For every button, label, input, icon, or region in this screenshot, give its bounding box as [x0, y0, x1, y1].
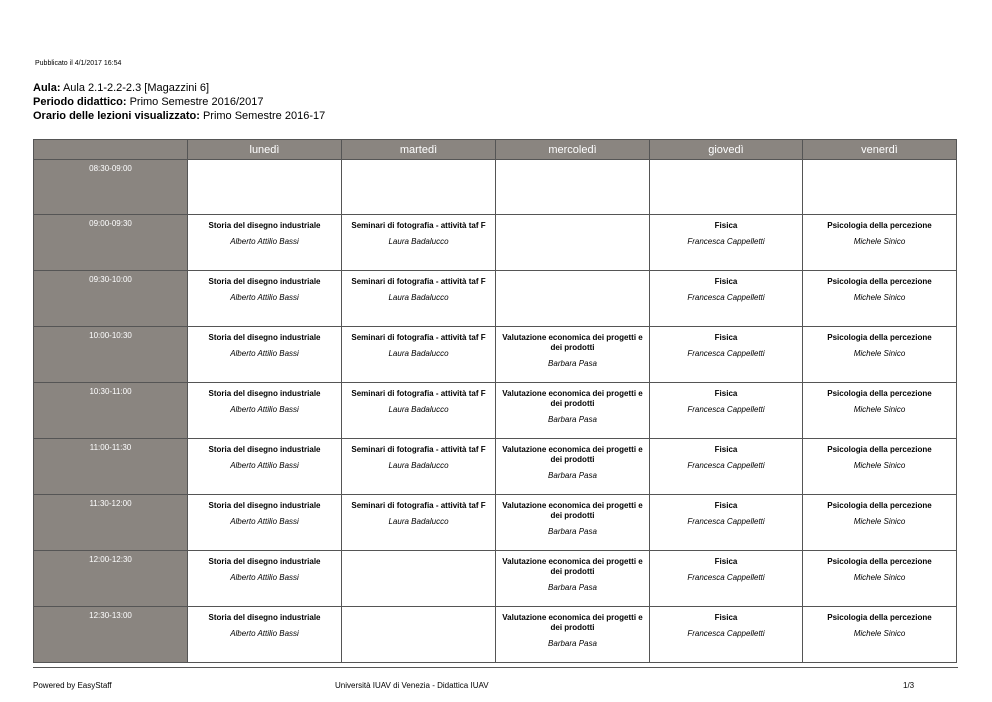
- teacher-name: Barbara Pasa: [548, 359, 597, 368]
- lesson-cell: [188, 327, 342, 383]
- timetable-row: [34, 160, 957, 215]
- empty-cell: [188, 160, 342, 215]
- course-title: Storia del disegno industriale: [208, 277, 321, 286]
- course-title: Psicologia della percezione: [827, 389, 932, 398]
- lesson-cell: [803, 215, 957, 271]
- course-title: Seminari di fotografia - attività taf F: [351, 445, 486, 454]
- course-title: Fisica: [714, 501, 738, 510]
- lesson-cell: [342, 495, 496, 551]
- teacher-name: Michele Sinico: [853, 517, 906, 526]
- course-title: Seminari di fotografia - attività taf F: [351, 333, 486, 342]
- teacher-name: Barbara Pasa: [548, 583, 597, 592]
- schedule-meta: [33, 81, 325, 123]
- teacher-name: Francesca Cappelletti: [687, 293, 765, 302]
- lesson-cell: [188, 383, 342, 439]
- timetable-row: [34, 327, 957, 383]
- time-slot: 11:30-12:00: [34, 495, 188, 551]
- course-title: Storia del disegno industriale: [208, 221, 321, 230]
- teacher-name: Laura Badalucco: [388, 349, 449, 358]
- teacher-name: Francesca Cappelletti: [687, 461, 765, 470]
- time-column-header: [34, 140, 188, 160]
- course-title: Valutazione economica dei progetti e dei prodotti: [502, 445, 643, 464]
- teacher-name: Laura Badalucco: [388, 237, 449, 246]
- teacher-name: Michele Sinico: [853, 349, 906, 358]
- day-header: giovedì: [650, 140, 803, 160]
- lesson-cell: [342, 271, 496, 327]
- time-slot: 12:00-12:30: [34, 551, 188, 607]
- teacher-name: Laura Badalucco: [388, 517, 449, 526]
- teacher-name: Alberto Attilio Bassi: [230, 349, 299, 358]
- empty-cell: [803, 160, 957, 215]
- empty-cell: [496, 160, 650, 215]
- day-header: martedì: [342, 140, 496, 160]
- lesson-cell: [188, 495, 342, 551]
- lesson-cell: [342, 215, 496, 271]
- teacher-name: Barbara Pasa: [548, 527, 597, 536]
- course-title: Fisica: [714, 613, 738, 622]
- course-title: Storia del disegno industriale: [208, 557, 321, 566]
- course-title: Fisica: [714, 333, 738, 342]
- lesson-cell: [803, 383, 957, 439]
- lesson-cell: [803, 607, 957, 663]
- timetable-header-row: [34, 140, 957, 160]
- teacher-name: Laura Badalucco: [388, 405, 449, 414]
- lesson-cell: [650, 215, 803, 271]
- footer-institution: Università IUAV di Venezia - Didattica IUAV: [335, 681, 489, 690]
- teacher-name: Barbara Pasa: [548, 639, 597, 648]
- timetable-row: [34, 271, 957, 327]
- periodo-value: Primo Semestre 2016/2017: [129, 96, 264, 108]
- course-title: Fisica: [714, 389, 738, 398]
- course-title: Psicologia della percezione: [827, 557, 932, 566]
- orario-line: [33, 109, 325, 123]
- lesson-cell: [188, 551, 342, 607]
- aula-value: Aula 2.1-2.2-2.3 [Magazzini 6]: [62, 82, 210, 94]
- lesson-cell: [650, 495, 803, 551]
- empty-cell: [342, 551, 496, 607]
- teacher-name: Francesca Cappelletti: [687, 349, 765, 358]
- course-title: Storia del disegno industriale: [208, 613, 321, 622]
- timetable-row: [34, 383, 957, 439]
- teacher-name: Alberto Attilio Bassi: [230, 293, 299, 302]
- lesson-cell: [342, 439, 496, 495]
- empty-cell: [342, 607, 496, 663]
- teacher-name: Francesca Cappelletti: [687, 405, 765, 414]
- course-title: Fisica: [714, 221, 738, 230]
- footer-page-number: 1/3: [903, 681, 915, 690]
- lesson-cell: [650, 327, 803, 383]
- lesson-cell: [496, 495, 650, 551]
- empty-cell: [496, 271, 650, 327]
- teacher-name: Barbara Pasa: [548, 415, 597, 424]
- lesson-cell: [496, 551, 650, 607]
- teacher-name: Alberto Attilio Bassi: [230, 629, 299, 638]
- lesson-cell: [188, 439, 342, 495]
- aula-label: Aula:: [33, 82, 61, 94]
- orario-value: Primo Semestre 2016-17: [202, 110, 326, 122]
- time-slot: 08:30-09:00: [34, 160, 188, 215]
- timetable-row: [34, 439, 957, 495]
- lesson-cell: [496, 327, 650, 383]
- time-slot: 11:00-11:30: [34, 439, 188, 495]
- lesson-cell: [650, 383, 803, 439]
- course-title: Storia del disegno industriale: [208, 501, 321, 510]
- day-header: mercoledì: [496, 140, 650, 160]
- course-title: Valutazione economica dei progetti e dei prodotti: [502, 501, 643, 520]
- course-title: Valutazione economica dei progetti e dei prodotti: [502, 557, 643, 576]
- lesson-cell: [650, 271, 803, 327]
- course-title: Psicologia della percezione: [827, 221, 932, 230]
- teacher-name: Alberto Attilio Bassi: [230, 405, 299, 414]
- course-title: Fisica: [714, 277, 738, 286]
- lesson-cell: [342, 327, 496, 383]
- course-title: Psicologia della percezione: [827, 277, 932, 286]
- lesson-cell: [496, 383, 650, 439]
- lesson-cell: [650, 607, 803, 663]
- footer-powered-by: Powered by EasyStaff: [33, 681, 112, 690]
- empty-cell: [342, 160, 496, 215]
- course-title: Seminari di fotografia - attività taf F: [351, 501, 486, 510]
- course-title: Valutazione economica dei progetti e dei prodotti: [502, 613, 643, 632]
- course-title: Psicologia della percezione: [827, 445, 932, 454]
- course-title: Valutazione economica dei progetti e dei prodotti: [502, 333, 643, 352]
- teacher-name: Francesca Cappelletti: [687, 517, 765, 526]
- timetable-row: [34, 607, 957, 663]
- periodo-line: [33, 95, 325, 109]
- course-title: Storia del disegno industriale: [208, 333, 321, 342]
- lesson-cell: [803, 439, 957, 495]
- course-title: Psicologia della percezione: [827, 501, 932, 510]
- timetable-row: [34, 551, 957, 607]
- teacher-name: Alberto Attilio Bassi: [230, 461, 299, 470]
- teacher-name: Michele Sinico: [853, 237, 906, 246]
- teacher-name: Michele Sinico: [853, 405, 906, 414]
- day-header: venerdì: [803, 140, 957, 160]
- teacher-name: Laura Badalucco: [388, 461, 449, 470]
- time-slot: 10:00-10:30: [34, 327, 188, 383]
- empty-cell: [496, 215, 650, 271]
- periodo-label: Periodo didattico:: [33, 96, 127, 108]
- teacher-name: Barbara Pasa: [548, 471, 597, 480]
- course-title: Seminari di fotografia - attività taf F: [351, 389, 486, 398]
- teacher-name: Alberto Attilio Bassi: [230, 237, 299, 246]
- teacher-name: Alberto Attilio Bassi: [230, 517, 299, 526]
- teacher-name: Francesca Cappelletti: [687, 237, 765, 246]
- timetable-row: [34, 495, 957, 551]
- lesson-cell: [803, 495, 957, 551]
- course-title: Storia del disegno industriale: [208, 389, 321, 398]
- orario-label: Orario delle lezioni visualizzato:: [33, 110, 200, 122]
- empty-cell: [650, 160, 803, 215]
- teacher-name: Michele Sinico: [853, 573, 906, 582]
- teacher-name: Michele Sinico: [853, 629, 906, 638]
- course-title: Fisica: [714, 557, 738, 566]
- aula-line: [33, 81, 325, 95]
- course-title: Fisica: [714, 445, 738, 454]
- teacher-name: Laura Badalucco: [388, 293, 449, 302]
- course-title: Psicologia della percezione: [827, 613, 932, 622]
- course-title: Seminari di fotografia - attività taf F: [351, 221, 486, 230]
- lesson-cell: [803, 551, 957, 607]
- lesson-cell: [650, 551, 803, 607]
- course-title: Seminari di fotografia - attività taf F: [351, 277, 486, 286]
- teacher-name: Francesca Cappelletti: [687, 573, 765, 582]
- time-slot: 09:30-10:00: [34, 271, 188, 327]
- lesson-cell: [496, 439, 650, 495]
- footer-divider: [33, 667, 958, 668]
- lesson-cell: [188, 607, 342, 663]
- teacher-name: Alberto Attilio Bassi: [230, 573, 299, 582]
- lesson-cell: [496, 607, 650, 663]
- course-title: Storia del disegno industriale: [208, 445, 321, 454]
- lesson-cell: [188, 215, 342, 271]
- teacher-name: Michele Sinico: [853, 461, 906, 470]
- day-header: lunedì: [188, 140, 342, 160]
- course-title: Psicologia della percezione: [827, 333, 932, 342]
- time-slot: 12:30-13:00: [34, 607, 188, 663]
- timetable-row: [34, 215, 957, 271]
- time-slot: 09:00-09:30: [34, 215, 188, 271]
- timetable: [33, 139, 957, 663]
- lesson-cell: [803, 271, 957, 327]
- course-title: Valutazione economica dei progetti e dei prodotti: [502, 389, 643, 408]
- teacher-name: Michele Sinico: [853, 293, 906, 302]
- teacher-name: Francesca Cappelletti: [687, 629, 765, 638]
- time-slot: 10:30-11:00: [34, 383, 188, 439]
- lesson-cell: [188, 271, 342, 327]
- lesson-cell: [342, 383, 496, 439]
- lesson-cell: [650, 439, 803, 495]
- lesson-cell: [803, 327, 957, 383]
- published-timestamp: Pubblicato il 4/1/2017 16:54: [35, 60, 122, 67]
